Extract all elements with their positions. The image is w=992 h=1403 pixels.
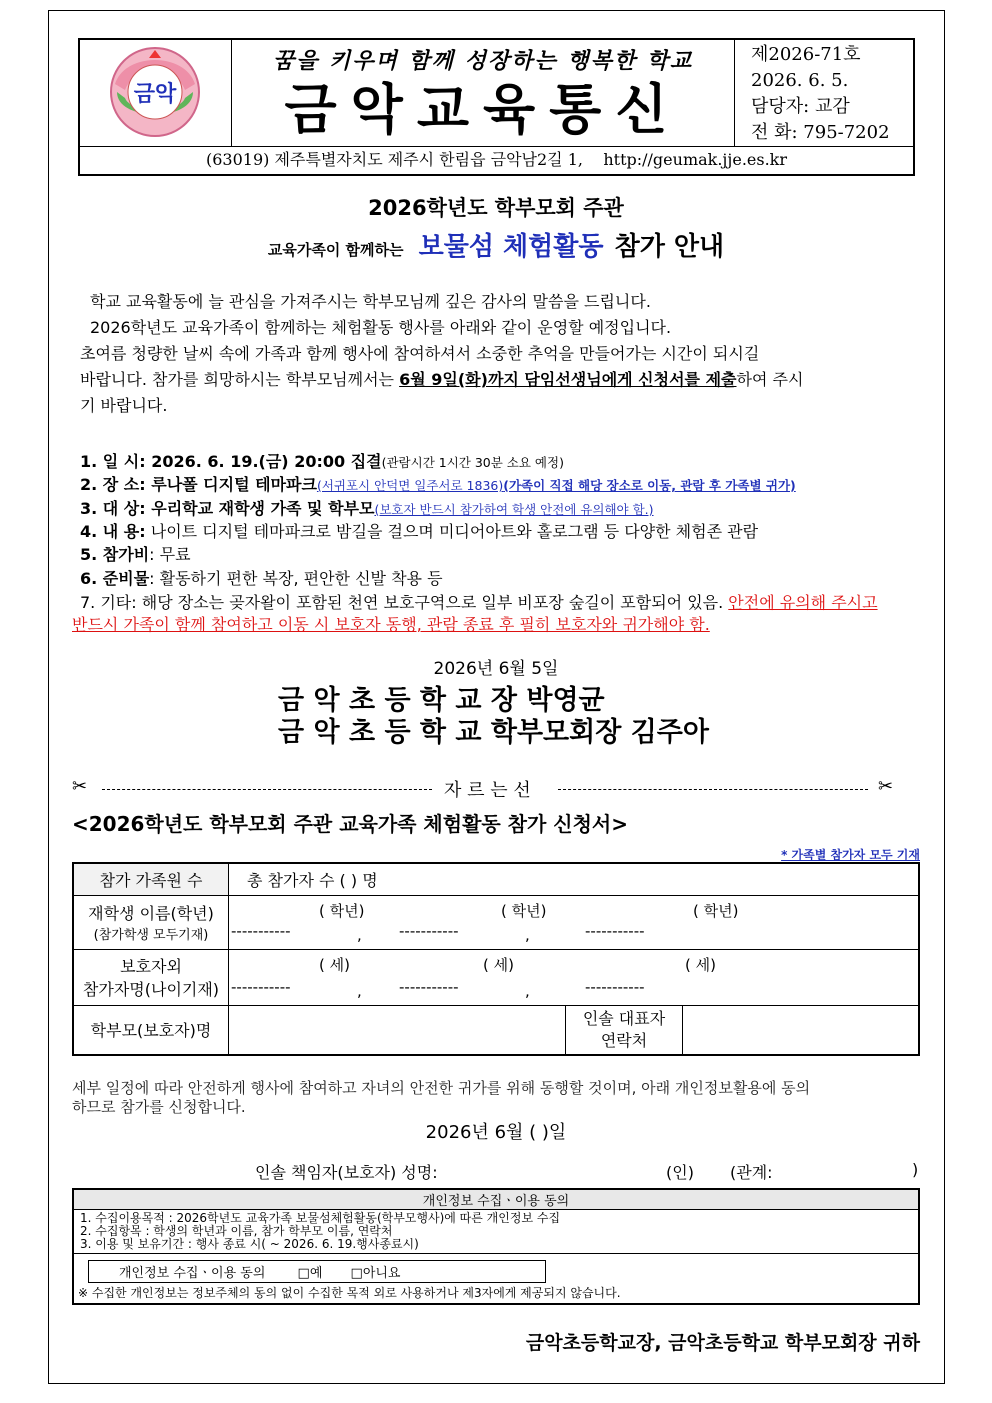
scissor-right-icon: ✂	[878, 776, 894, 797]
field-rep-contact[interactable]	[683, 1005, 920, 1055]
privacy-agree-cell	[73, 1254, 919, 1305]
item-target-note: (보호자 반드시 참가하여 학생 안전에 유의해야 함.)	[374, 502, 654, 517]
item-fee	[80, 542, 191, 565]
item-place	[80, 472, 796, 495]
field-students[interactable]	[229, 895, 920, 949]
paragraph-3: 초여름 청량한 날씨 속에 가족과 함께 행사에 참여하셔서 소중한 추억을 만들어가는 시간이 되시길	[80, 344, 760, 363]
guardian-name-blank-1: -----------	[231, 978, 291, 996]
field-family-count[interactable]: 총 참가자 수 ( ) 명	[229, 863, 920, 895]
pta-line	[278, 710, 709, 749]
newsletter-header	[78, 38, 915, 176]
phone: 전 화: 795-7202	[751, 122, 890, 143]
issue-info-cell	[735, 40, 913, 146]
student-grade-3: ( 학년)	[693, 902, 739, 920]
item-date-label: 1. 일 시: 2026. 6. 19.(금) 20:00 집결	[80, 452, 382, 471]
student-comma-2: ,	[525, 926, 530, 944]
manager: 담당자: 교감	[751, 96, 850, 117]
paragraph-4	[80, 367, 803, 390]
item-etc-warning-2: 반드시 가족이 함께 참여하고 이동 시 보호자 동행, 관람 종료 후 필히 보호자와 귀가해야 함.	[72, 615, 710, 634]
closing-addressee: 금악초등학교장, 금악초등학교 학부모회장 귀하	[525, 1332, 920, 1354]
seal-mark: (인)	[666, 1163, 694, 1182]
form-title: <2026학년도 학부모회 주관 교육가족 체험활동 참가 신청서>	[72, 812, 628, 836]
label-rep-contact	[566, 1005, 683, 1055]
guardian-comma-2: ,	[525, 982, 530, 1000]
privacy-agree-box	[88, 1260, 546, 1283]
notice-heading: 2026학년도 학부모회 주관	[368, 196, 624, 220]
paragraph-4-c: 하여 주시	[736, 370, 804, 389]
guardian-name-blank-3: -----------	[585, 978, 645, 996]
label-guardians	[73, 949, 229, 1005]
paragraph-1: 학교 교육활동에 늘 관심을 가져주시는 학부모님께 깊은 감사의 말씀을 드립니다.	[90, 292, 651, 311]
item-fee-label: 5. 참가비	[80, 545, 150, 564]
item-etc	[80, 590, 922, 613]
field-parent-name[interactable]	[229, 1005, 566, 1055]
label-students-2: (참가학생 모두기재)	[93, 928, 209, 943]
guardian-age-3: ( 세)	[685, 956, 716, 974]
item-etc-text: 7. 기타: 해당 장소는 곶자왈이 포함된 천연 보호구역으로 일부 비포장 숲길이 포함되어 있음.	[80, 593, 724, 612]
item-supplies	[80, 566, 443, 589]
item-supplies-text: : 활동하기 편한 복장, 편안한 신발 착용 등	[149, 569, 443, 588]
item-place-note: (가족이 직접 해당 장소로 이동, 관람 후 가족별 귀가)	[503, 478, 796, 493]
notice-subheading	[0, 226, 992, 263]
cut-dash-right	[558, 789, 868, 790]
item-etc-warning-1: 안전에 유의해 주시고	[728, 593, 878, 612]
relation-open: (관계:	[730, 1163, 773, 1182]
item-place-label: 2. 장 소: 루나폴 디지털 테마파크	[80, 475, 317, 494]
relation-close: )	[912, 1160, 919, 1179]
privacy-line-1: 1. 수집이용목적 : 2026학년도 교육가족 보물섬체험활동(학부모행사)에 따른 개인정보 수집	[80, 1211, 561, 1225]
pta-org: 금 악 초 등 학 교 학부모회장	[278, 717, 622, 748]
label-family-count: 참가 가족원 수	[73, 863, 229, 895]
address-bar	[80, 146, 913, 174]
item-content	[80, 519, 758, 542]
item-content-label: 4. 내 용:	[80, 522, 146, 541]
signature-date: 2026년 6월 5일	[433, 659, 559, 679]
newsletter-title: 금악교육통신	[284, 78, 682, 141]
logo-text: 금악	[133, 82, 177, 107]
row-parent	[73, 1005, 919, 1055]
privacy-footnote: ※ 수집한 개인정보는 정보주체의 동의 없이 수집한 목적 외로 사용하거나 제3자에게 제공되지 않습니다.	[78, 1286, 621, 1300]
school-url[interactable]: http://geumak.jje.es.kr	[603, 150, 788, 169]
guardian-comma-1: ,	[357, 982, 362, 1000]
student-name-blank-1: -----------	[231, 922, 291, 940]
field-guardians[interactable]	[229, 949, 920, 1005]
row-guardians	[73, 949, 919, 1005]
guardian-name-blank-2: -----------	[399, 978, 459, 996]
guardian-age-1: ( 세)	[319, 956, 350, 974]
row-family-count	[73, 863, 919, 895]
item-fee-text: : 무료	[149, 545, 191, 564]
item-date-note: (관람시간 1시간 30분 소요 예정)	[381, 455, 564, 470]
row-students	[73, 895, 919, 949]
student-grade-2: ( 학년)	[501, 902, 547, 920]
consent-date: 2026년 6월 ( )일	[425, 1122, 567, 1143]
privacy-consent-table	[72, 1188, 920, 1305]
privacy-no-checkbox[interactable]: □아니요	[350, 1266, 401, 1281]
item-content-text: 나이트 디지털 테마파크로 밤길을 걸으며 미디어아트와 홀로그램 등 다양한 체험존 관람	[150, 522, 759, 541]
student-comma-1: ,	[357, 926, 362, 944]
paragraph-5: 기 바랍니다.	[80, 396, 168, 415]
label-students-1: 재학생 이름(학년)	[88, 904, 214, 923]
item-date	[80, 449, 564, 472]
school-motto: 꿈을 키우며 함께 성장하는 행복한 학교	[272, 48, 694, 74]
application-form-table	[72, 862, 920, 1056]
issue-number: 제2026-71호	[751, 44, 861, 65]
label-rep-1: 인솔 대표자	[582, 1008, 666, 1028]
consent-text-2: 하므로 참가를 신청합니다.	[72, 1098, 246, 1116]
item-place-address: (서귀포시 안덕면 일주서로 1836)	[316, 478, 504, 493]
school-logo-cell	[80, 40, 232, 146]
consent-text	[72, 1079, 922, 1117]
item-target-label: 3. 대 상: 우리학교 재학생 가족 및 학부모	[80, 499, 375, 518]
privacy-title: 개인정보 수집ㆍ이용 동의	[73, 1189, 919, 1210]
title-cell	[232, 40, 735, 146]
student-grade-1: ( 학년)	[319, 902, 365, 920]
cut-label: 자 르 는 선	[444, 780, 531, 801]
deadline-text: 6월 9일(화)까지 담임선생님에게 신청서를 제출	[399, 370, 737, 389]
student-name-blank-3: -----------	[585, 922, 645, 940]
paragraph-4-a: 바랍니다. 참가를 희망하시는 학부모님께서는	[80, 370, 395, 389]
guardian-age-2: ( 세)	[483, 956, 514, 974]
privacy-agree-label: 개인정보 수집ㆍ이용 동의	[119, 1266, 266, 1281]
issue-date: 2026. 6. 5.	[751, 70, 849, 91]
privacy-line-3: 3. 이용 및 보유기간 : 행사 종료 시( ~ 2026. 6. 19.행사종료시)	[80, 1237, 419, 1251]
cut-line	[72, 776, 920, 802]
principal-org: 금 악 초 등 학 교 장	[278, 685, 517, 716]
label-rep-2: 연락처	[600, 1030, 648, 1050]
consent-text-1: 세부 일정에 따라 안전하게 행사에 참여하고 자녀의 안전한 귀가를 위해 동행할 것이며, 아래 개인정보활용에 동의	[72, 1079, 811, 1097]
scissor-left-icon: ✂	[72, 776, 88, 797]
privacy-details	[73, 1210, 919, 1254]
label-parent: 학부모(보호자)명	[73, 1005, 229, 1055]
form-note: * 가족별 참가자 모두 기재	[781, 848, 920, 862]
subheading-prefix: 교육가족이 함께하는	[267, 241, 404, 259]
label-guardians-2: 참가자명(나이기재)	[82, 980, 220, 999]
label-guardians-1: 보호자외	[120, 957, 182, 976]
subheading-highlight: 보물섬 체험활동	[418, 232, 604, 262]
paragraph-2: 2026학년도 교육가족이 함께하는 체험활동 행사를 아래와 같이 운영할 예정입니다.	[90, 318, 672, 337]
item-target	[80, 496, 654, 519]
sign-label: 인솔 책임자(보호자) 성명:	[255, 1163, 438, 1182]
school-emblem-icon	[80, 40, 230, 144]
pta-name: 김주아	[630, 717, 709, 748]
student-name-blank-2: -----------	[399, 922, 459, 940]
privacy-yes-checkbox[interactable]: □예	[297, 1266, 323, 1281]
school-address: (63019) 제주특별자치도 제주시 한림읍 금악남2길 1,	[205, 150, 583, 169]
subheading-suffix: 참가 안내	[614, 232, 725, 262]
label-students	[73, 895, 229, 949]
cut-dash-left	[102, 789, 432, 790]
item-supplies-label: 6. 준비물	[80, 569, 150, 588]
privacy-line-2: 2. 수집항목 : 학생의 학년과 이름, 참가 학부모 이름, 연락처	[80, 1224, 393, 1238]
principal-name: 박영균	[526, 685, 605, 716]
